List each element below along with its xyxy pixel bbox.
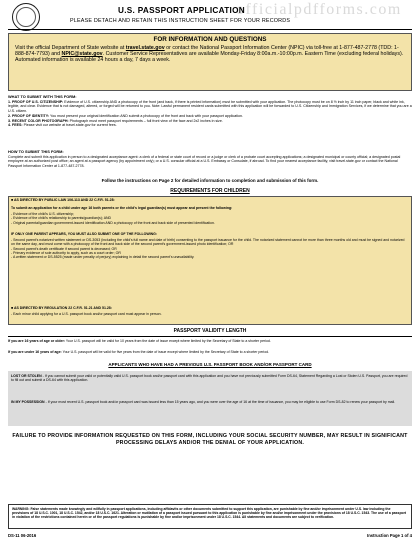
- lost-or-stolen: LOST OR STOLEN - If you cannot submit your valid or potentially valid U.S. passport book and/or passport card with this application and you have not previously submitted Form DS-64, Statement Regarding a Lost or Stolen U.S. Passport, you are required to fill out and submit a DS-64 with this application.: [11, 374, 408, 383]
- one-parent-list: [11, 238, 409, 259]
- list-item: - Second parent's death certificate if second parent is deceased; OR: [11, 246, 117, 251]
- what-to-submit-section: [8, 95, 412, 128]
- validity-heading: PASSPORT VALIDITY LENGTH: [173, 328, 247, 334]
- watermark: officialpdfforms.com: [236, 1, 402, 18]
- form-id: DS-11 06-2016: [8, 533, 37, 538]
- divider: [8, 336, 412, 337]
- warning-box: WARNING: False statements made knowingly and willfully in passport applications, including affidavits or other documents submitted to support this application, are punishable by fine and/or imprisonment under U.S. law including the provisions of 18 U.S.C. 1001, 18 U.S.C. 1542, and/or 18 U.S.C. 1621. Alteration or mutilation of a passport issued pursuant to this application is punishable by fine and/or imprisonment under the provisions of 18 U.S.C. 1543. The use of a passport in violation of the restrictions contained herein or of the passport regulations is punishable by fine and/or imprisonment under 18 U.S.C. 1544. All statements and documents are subject to verification.: [8, 504, 412, 529]
- how-text: Complete and submit this application in person to a designated acceptance agent: a clerk of a federal or state court of record or a judge or clerk of a probate court accepting applications; a designated municipal or county official; a designated postal employee at an authorized post office; an agent at a passport agency (by appointment only); or a U.S. consular official at a U.S. Embassy or Consulate, if abroad. To find your nearest acceptance facility, visit travel.state.gov or contact the National Passport Information Center at 1-877-487-2778.: [8, 154, 401, 169]
- section-heading: HOW TO SUBMIT THIS FORM:: [8, 149, 64, 154]
- department-seal-icon: [12, 3, 40, 31]
- website-link[interactable]: travel.state.gov: [125, 45, 165, 51]
- previous-passport-heading: APPLICANTS WHO HAVE HAD A PREVIOUS U.S. PASSPORT BOOK AND/OR PASSPORT CARD: [108, 362, 312, 367]
- children-list: [11, 212, 409, 225]
- list-item: - Original parental/guardian government-issued identification AND a photocopy of the front and back side of presented identification.: [11, 220, 215, 225]
- email-link[interactable]: NPIC@state.gov: [61, 51, 103, 58]
- info-box: [8, 33, 412, 91]
- submit-item-2: 2. PROOF OF IDENTITY: You must present your original identification AND submit a photocopy of the front and back with your passport application.: [8, 113, 244, 118]
- page-subtitle: PLEASE DETACH AND RETAIN THIS INSTRUCTION SHEET FOR YOUR RECORDS: [70, 18, 291, 24]
- follow-instructions: Follow the instructions on Page 2 for detailed information to completion and submission of this form.: [101, 178, 319, 183]
- in-my-possession: IN MY POSSESSION - If your most recent U.S. passport book and/or passport card was issued less than 15 years ago, and you were over the age of 16 at the time of issuance, you may be eligible to use Form DS-82 to renew your passport by mail.: [11, 400, 396, 404]
- list-item: - A written statement or DS-5525 (made under penalty of perjury) explaining in detail the second parent's unavailability.: [11, 255, 195, 260]
- how-to-submit-section: [8, 150, 412, 169]
- law-heading-1: ■ AS DIRECTED BY PUBLIC LAW 106-113 AND 22 C.F.R. 51.28:: [11, 198, 115, 202]
- info-text: Visit the official Department of State website at travel.state.gov or contact the National Passport Information Center (NPIC) via toll-free at 1-877-487-2778 (TDD: 1-888-874-7793) and NPIC@state.gov. Customer Service Representatives are available Monday-Friday 8:00a.m.-10:00p.m. Eastern Time (excluding federal holidays). Automated information is available 24 hours a day, 7 days a week.: [15, 45, 404, 64]
- list-item: - Second parent's notarized written statement or DS-3053 (including the child's full name and date of birth) consenting to the passport issuance for the child. The notarized statement cannot be more than three months old and must be signed and notarized on the same day, and must come with a photocopy of the front and back side of the second parent's government-issued photo identification; OR: [11, 238, 405, 247]
- children-heading: REQUIREMENTS FOR CHILDREN: [170, 188, 250, 194]
- validity-minor: If you are under 16 years of age: Your U.S. passport will be valid for five years from the date of issue except where limited by the Secretary of State to a shorter period.: [8, 350, 270, 354]
- list-item: - Primary evidence of sole authority to apply, such as a court order; OR: [11, 250, 121, 255]
- law2-text: - Each minor child applying for a U.S. passport book and/or passport card must appear in person.: [11, 312, 162, 316]
- failure-notice: FAILURE TO PROVIDE INFORMATION REQUESTED ON THIS FORM, INCLUDING YOUR SOCIAL SECURITY NUMBER, MAY RESULT IN SIGNIFICANT PROCESSING DELAYS AND/OR THE DENIAL OF YOUR APPLICATION.: [12, 433, 408, 446]
- children-intro: To submit an application for a child under age 16 both parents or the child's legal guardian(s) must appear and present the following:: [11, 206, 233, 210]
- section-heading: WHAT TO SUBMIT WITH THIS FORM:: [8, 94, 77, 99]
- list-item: - Evidence of the child's U.S. citizenship;: [11, 212, 74, 216]
- one-parent-heading: IF ONLY ONE PARENT APPEARS, YOU MUST ALSO SUBMIT ONE OF THE FOLLOWING:: [11, 232, 158, 236]
- submit-item-1: 1. PROOF OF U.S. CITIZENSHIP: Evidence of U.S. citizenship AND a photocopy of the front (and back, if there is printed information) must be submitted with your application. The photocopy must be on 8 ½ inch by 11 inch paper, black and white ink, legible, and clear. Evidence that is not damaged, altered, or forged will be returned to you. Note: Lawful permanent resident cards submitted with this application will be forwarded to U.S. Citizenship and Immigration Services, if we determine that you are a U.S. citizen.: [8, 99, 412, 114]
- validity-adult: If you are 16 years of age or older: Your U.S. passport will be valid for 10 years from the date of issue except where limited by the Secretary of State to a shorter period.: [8, 339, 271, 343]
- submit-item-3: 3. RECENT COLOR PHOTOGRAPH: Photograph must meet passport requirements – full front view of the face and 2x2 inches in size.: [8, 118, 223, 123]
- list-item: - Evidence of the child's relationship to parents/guardian(s); AND: [11, 216, 112, 221]
- info-heading: FOR INFORMATION AND QUESTIONS: [153, 36, 267, 43]
- law-heading-2: ■ AS DIRECTED BY REGULATION 22 C.F.R. 51.21 AND 51.28:: [11, 306, 112, 310]
- submit-item-4: 4. FEES: Please visit our website at travel.state.gov for current fees.: [8, 123, 117, 128]
- page-number: Instruction Page 1 of 4: [367, 533, 412, 538]
- divider: [8, 29, 412, 30]
- page-title: U.S. PASSPORT APPLICATION: [118, 6, 245, 15]
